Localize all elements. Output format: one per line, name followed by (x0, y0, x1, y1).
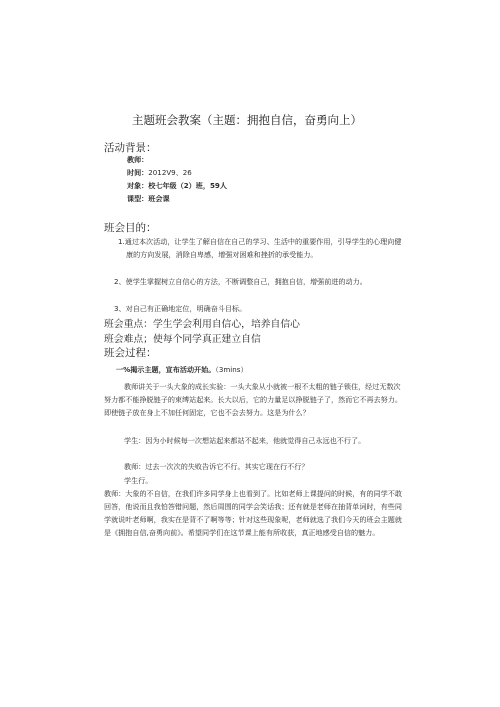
paragraph-2 (104, 434, 406, 447)
goal-item-1 (118, 235, 404, 261)
difficulty: 班会难点；使每个同学真正建立自信 (104, 334, 261, 345)
time-label: 时间： (127, 168, 149, 177)
paragraph-2-text: 学生：因为小时候每一次想站起来都站不起来，他就觉得自己永远也不行了。 (124, 436, 366, 445)
document-title: 主题班会教案（主题：拥抱自信，奋勇向上） (132, 113, 362, 127)
audience-label: 对象： (127, 181, 149, 190)
key-point: 班会重点：学生学会利用自信心，培养自信心 (104, 319, 300, 330)
type-line (127, 192, 170, 205)
goal-item-2-text: 2、使学生掌握树立自信心的方法，不断调整自己，拥抱自信，增强前进的动力。 (114, 277, 367, 286)
goal-item-3: 3、对自己有正确地定位，明确奋斗目标。 (114, 304, 247, 313)
goal-item-1-text: 1.通过本次活动，让学生了解自信在自己的学习、生活中的重要作用，引导学生的心理向健康的方向发展，消除自卑感，增强对困难和挫折的承受能力。 (118, 237, 402, 259)
paragraph-4: 学生行。 (124, 476, 153, 485)
process-heading: 班会过程： (104, 347, 157, 359)
paragraph-3: 教师：过去一次次的失败告诉它不行。其实它现在行不行？ (124, 462, 309, 471)
goal-item-2 (104, 275, 404, 288)
time-value: 2012V9、26 (148, 168, 192, 177)
paragraph-5-text: 教师：大象的不自信，在我们许多同学身上也看到了。比如老师上课提问的时候，有的同学不敢回答，他说而且我怕答错问题，然后周围的同学会笑话我；还有就是老师在抽背单词时，有些同学就说叶老师啊，我实在是背不了啊等等；针对这些现象呢，老师就选了我们今天的班会主题就是《拥抱自信,奋勇向前》。希望同学们在这节课上能有所收获，真正地感受自信的魅力。 (104, 489, 402, 537)
goals-heading: 班会目的： (104, 222, 157, 234)
teacher-label: 教师： (127, 155, 149, 164)
teacher-line (127, 153, 148, 166)
paragraph-5 (104, 487, 406, 539)
paragraph-1-text: 教师讲关于一头大象的成长实验：一头大象从小就被一根不太粗的链子锁住，经过无数次努力都不能挣脱链子的束缚站起来。长大以后，它的力量足以挣脱链子了，然而它不再去努力。即使链子放在身上不加任何固定，它也不会去努力。这是为什么？ (104, 382, 402, 417)
audience-line (127, 179, 227, 192)
type-value: 班会课 (148, 194, 170, 203)
paragraph-1 (104, 380, 406, 419)
time-line (127, 166, 192, 179)
step1-line (116, 363, 248, 376)
type-label: 课型： (127, 194, 149, 203)
background-heading: 活动背景： (104, 142, 157, 154)
step1-duration: （3mins） (215, 365, 248, 374)
step1-label: 一%揭示主题，宣布活动开始。 (116, 365, 216, 374)
audience-value: 校七年级（2）班，59人 (148, 181, 227, 190)
